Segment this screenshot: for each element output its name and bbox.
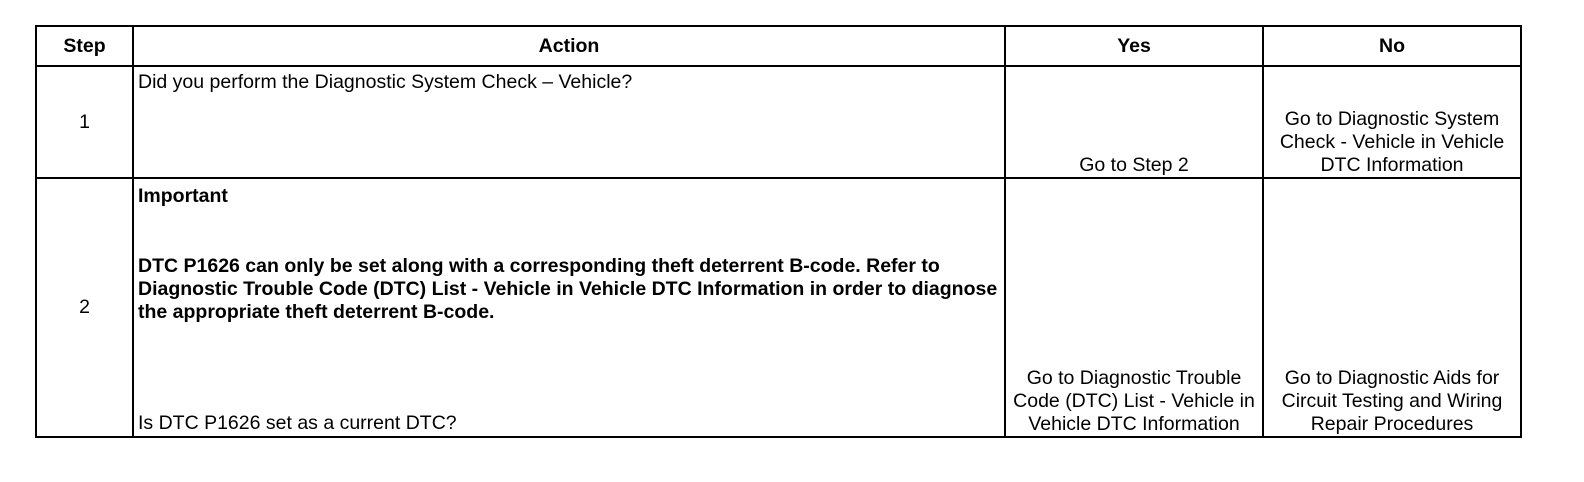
action-content bbox=[138, 179, 1000, 435]
header-yes: Yes bbox=[1005, 26, 1263, 66]
important-title: Important bbox=[138, 185, 228, 207]
action-question: Is DTC P1626 set as a current DTC? bbox=[138, 412, 457, 434]
table-header-row bbox=[36, 26, 1521, 66]
step-number: 2 bbox=[36, 178, 133, 437]
table-row bbox=[36, 178, 1521, 437]
header-no: No bbox=[1263, 26, 1521, 66]
step-number: 1 bbox=[36, 66, 133, 178]
action-cell bbox=[133, 178, 1005, 437]
action-question: Did you perform the Diagnostic System Check – Vehicle? bbox=[138, 71, 633, 93]
header-action: Action bbox=[133, 26, 1005, 66]
diagnostic-table bbox=[35, 25, 1522, 438]
header-step: Step bbox=[36, 26, 133, 66]
yes-result: Go to Diagnostic Trouble Code (DTC) List - Vehicle in Vehicle DTC Information bbox=[1005, 178, 1263, 437]
action-cell bbox=[133, 66, 1005, 178]
no-result: Go to Diagnostic System Check - Vehicle in Vehicle DTC Information bbox=[1263, 66, 1521, 178]
important-note: DTC P1626 can only be set along with a corresponding theft deterrent B-code. Refer to Diagnostic Trouble Code (DTC) List - Vehicle in Vehicle DTC Information in order to diagnose the appropriate theft deterrent B-code. bbox=[138, 255, 998, 323]
no-result: Go to Diagnostic Aids for Circuit Testing and Wiring Repair Procedures bbox=[1263, 178, 1521, 437]
yes-result: Go to Step 2 bbox=[1005, 66, 1263, 178]
table-row bbox=[36, 66, 1521, 178]
